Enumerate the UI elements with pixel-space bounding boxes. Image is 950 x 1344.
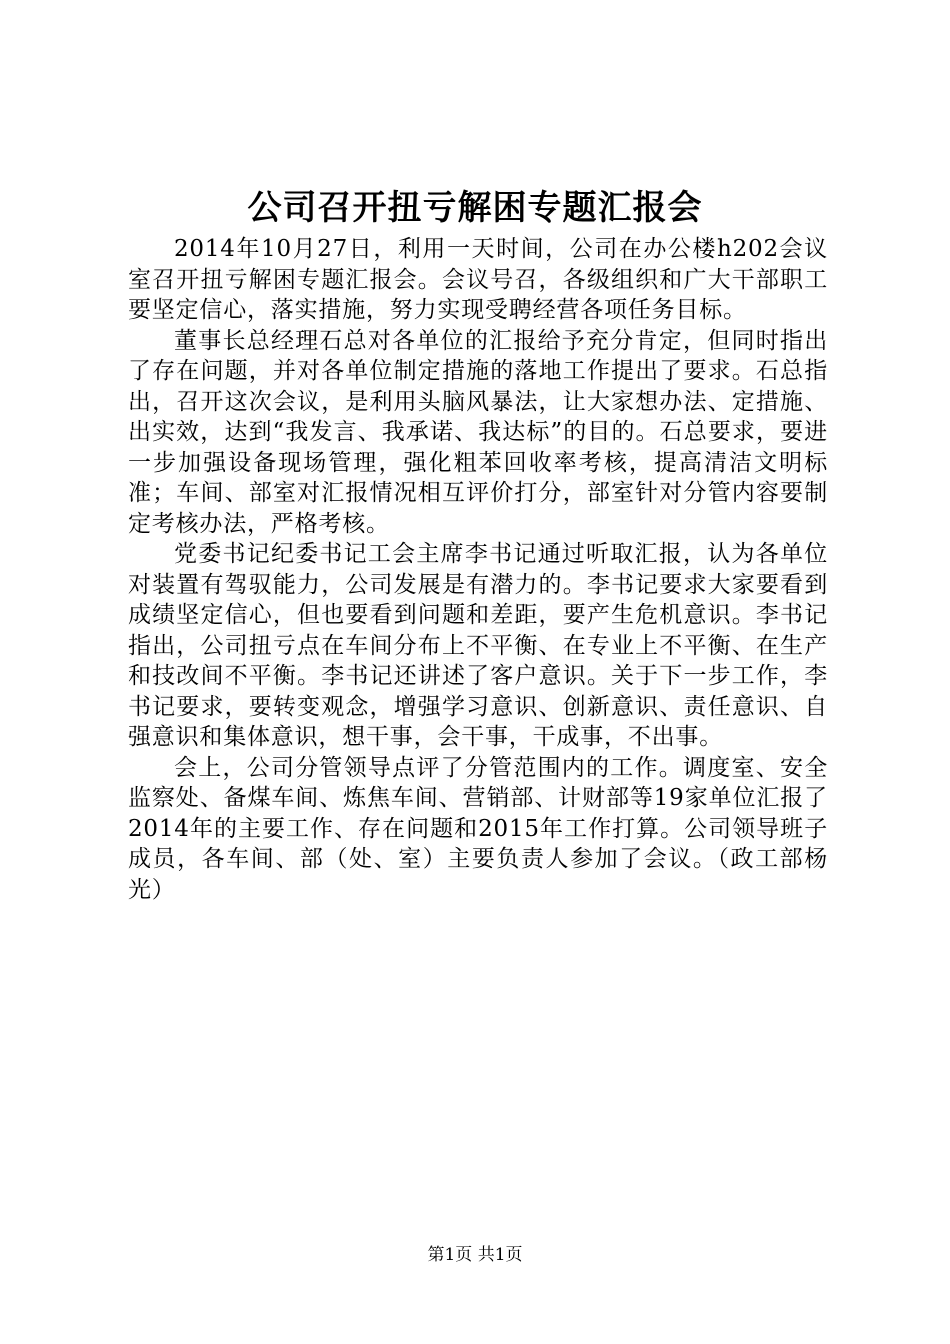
- paragraph-3: 党委书记纪委书记工会主席李书记通过听取汇报，认为各单位对装置有驾驭能力，公司发展是有潜力的。李书记要求大家要看到成绩坚定信心，但也要看到问题和差距，要产生危机意识。李书记指出，公司扭亏点在车间分布上不平衡、在专业上不平衡、在生产和技改间不平衡。李书记还讲述了客户意识。关于下一步工作，李书记要求，要转变观念，增强学习意识、创新意识、责任意识、自强意识和集体意识，想干事，会干事，干成事，不出事。: [128, 541, 828, 750]
- paragraph-4: 会上，公司分管领导点评了分管范围内的工作。调度室、安全监察处、备煤车间、炼焦车间、营销部、计财部等19家单位汇报了2014年的主要工作、存在问题和2015年工作打算。公司领导班子成员，各车间、部（处、室）主要负责人参加了会议。（政工部杨光）: [128, 754, 828, 903]
- document-body: [128, 234, 828, 905]
- paragraph-2: 董事长总经理石总对各单位的汇报给予充分肯定，但同时指出了存在问题，并对各单位制定措施的落地工作提出了要求。石总指出，召开这次会议，是利用头脑风暴法，让大家想办法、定措施、出实效，达到“我发言、我承诺、我达标”的目的。石总要求，要进一步加强设备现场管理，强化粗苯回收率考核，提高清洁文明标准；车间、部室对汇报情况相互评价打分，部室针对分管内容要制定考核办法，严格考核。: [128, 327, 828, 537]
- paragraph-1: 2014年10月27日，利用一天时间，公司在办公楼h202会议室召开扭亏解困专题汇报会。会议号召，各级组织和广大干部职工要坚定信心，落实措施，努力实现受聘经营各项任务目标。: [128, 236, 828, 323]
- page-footer: 第1页 共1页: [427, 1245, 523, 1265]
- document-title: 公司召开扭亏解困专题汇报会: [247, 188, 703, 228]
